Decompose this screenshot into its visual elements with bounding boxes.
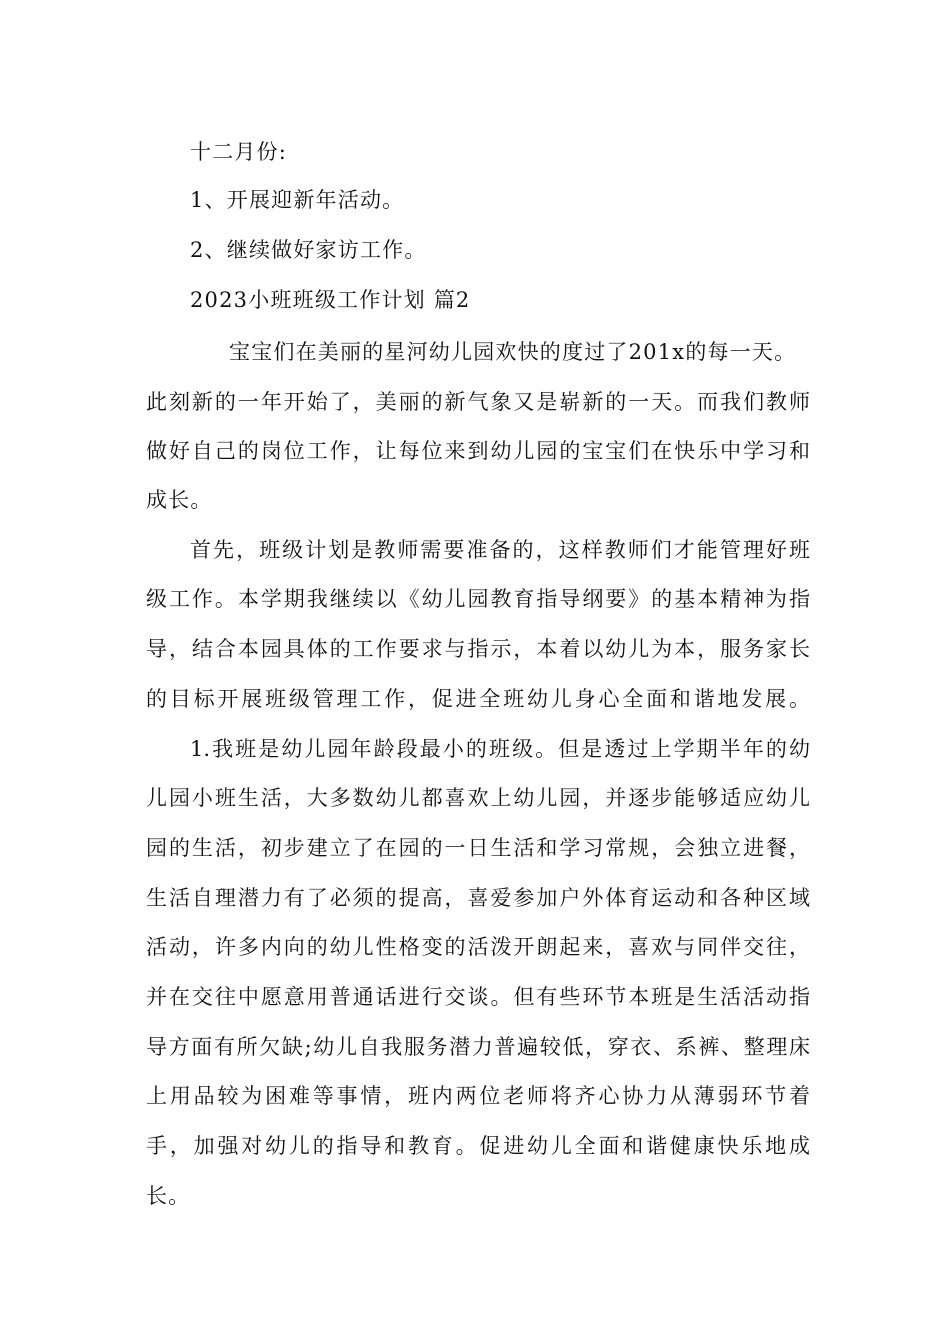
paragraph-line: 宝宝们在美丽的星河幼儿园欢快的度过了201x的每一天。 [229, 340, 797, 364]
paragraph-line: 儿园小班生活，大多数幼儿都喜欢上幼儿园，并逐步能够适应幼儿 [146, 786, 810, 810]
paragraph-line: 成长。 [146, 488, 213, 512]
paragraph-line: 活动，许多内向的幼儿性格变的活泼开朗起来，喜欢与同伴交往， [146, 935, 810, 959]
paragraph-line: 长。 [146, 1184, 191, 1208]
paragraph-line: 导，结合本园具体的工作要求与指示，本着以幼儿为本，服务家长 [146, 637, 810, 661]
paragraph-line: 园的生活，初步建立了在园的一日生活和学习常规，会独立进餐， [146, 836, 810, 860]
paragraph-line: 导方面有所欠缺;幼儿自我服务潜力普遍较低，穿衣、系裤、整理床 [146, 1035, 810, 1059]
paragraph-line: 手，加强对幼儿的指导和教育。促进幼儿全面和谐健康快乐地成 [146, 1134, 810, 1158]
paragraph-line: 级工作。本学期我继续以《幼儿园教育指导纲要》的基本精神为指 [146, 587, 810, 611]
paragraph-line: 首先，班级计划是教师需要准备的，这样教师们才能管理好班 [190, 538, 810, 562]
paragraph-line: 此刻新的一年开始了，美丽的新气象又是崭新的一天。而我们教师 [146, 390, 810, 414]
paragraph-line: 上用品较为困难等事情，班内两位老师将齐心协力从薄弱环节着 [146, 1084, 810, 1108]
list-item: 1、开展迎新年活动。 [190, 188, 405, 212]
paragraph-line: 的目标开展班级管理工作，促进全班幼儿身心全面和谐地发展。 [146, 687, 810, 711]
paragraph-line: 做好自己的岗位工作，让每位来到幼儿园的宝宝们在快乐中学习和 [146, 439, 810, 463]
section-heading: 2023小班班级工作计划 篇2 [190, 288, 471, 312]
month-heading: 十二月份: [190, 140, 288, 164]
paragraph-line: 生活自理潜力有了必须的提高，喜爱参加户外体育运动和各种区域 [146, 886, 810, 910]
list-item: 2、继续做好家访工作。 [190, 238, 427, 262]
paragraph-line: 1.我班是幼儿园年龄段最小的班级。但是透过上学期半年的幼 [190, 737, 810, 761]
paragraph-line: 并在交往中愿意用普通话进行交谈。但有些环节本班是生活活动指 [146, 985, 810, 1009]
